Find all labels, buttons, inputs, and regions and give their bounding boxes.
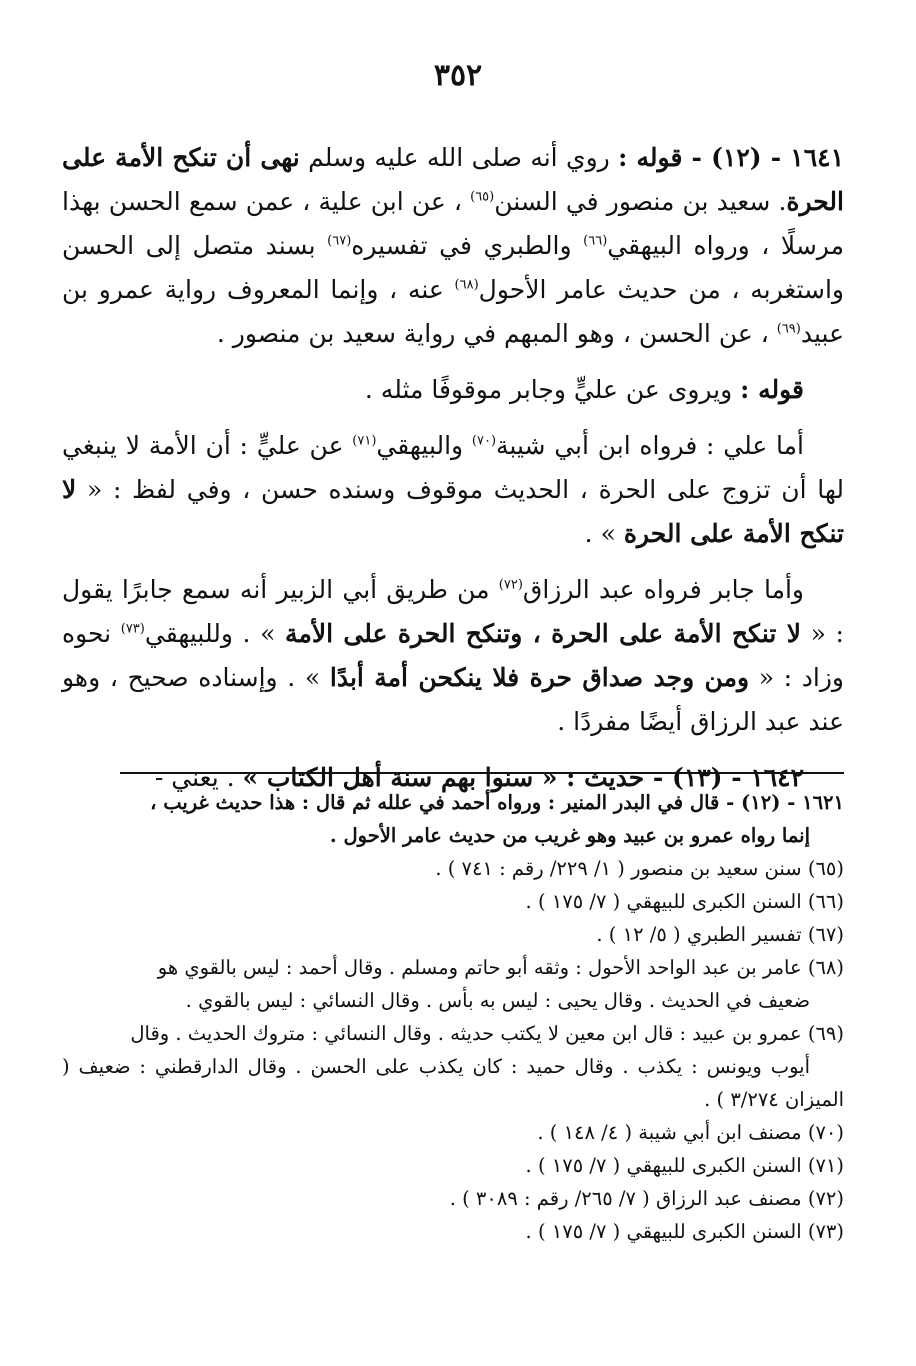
footnote (62, 786, 844, 852)
footnote-text: (٧٣) السنن الكبرى للبيهقي ( ٧/ ١٧٥ ) . (525, 1220, 844, 1243)
footnote-text: (٧٠) مصنف ابن أبي شيبة ( ٤/ ١٤٨ ) . (537, 1121, 844, 1144)
text-run: نحوه وزاد : « (62, 619, 844, 692)
text-run: » . وإسناده صحيح ، وهو عند عبد الرزاق أيضًا مفردًا . (62, 663, 844, 736)
text-run: عن عليٍّ : أن الأمة لا ينبغي لها أن تزوج على الحرة ، الحديث موقوف وسنده حسن ، وفي لفظ : « (62, 431, 844, 504)
footnote (62, 951, 844, 1017)
paragraph (62, 424, 844, 556)
footnote-ref: (٦٦) (583, 233, 608, 249)
text-run: ، عن ابن علية ، عمن سمع الحسن بهذا مرسلًا ، ورواه البيهقي (62, 187, 844, 260)
footnotes (62, 786, 844, 1248)
bold-text: لا تنكح الأمة على الحرة (62, 475, 844, 548)
footnote-text: (٦٥) سنن سعيد بن منصور ( ١/ ٢٢٩/ رقم : ٧٤١ ) . (435, 857, 844, 880)
main-text (62, 136, 844, 800)
bold-text: قوله : (740, 375, 804, 404)
footnote (62, 852, 844, 885)
bold-text: ١٦٤٢ - (١٣) - حديث : « سنوا بهم سنة أهل الكتاب » (242, 763, 804, 792)
footnote (62, 1017, 844, 1116)
footnote-ref: (٧٠) (471, 433, 497, 449)
bold-text: لا تنكح الأمة على الحرة ، وتنكح الحرة على الأمة (285, 619, 802, 648)
footnote-text: ١٦٢١ - (١٢) - قال في البدر المنير : ورواه أحمد في علله ثم قال : هذا حديث غريب ، (150, 791, 844, 814)
paragraph (62, 368, 844, 412)
text-run: وأما جابر فرواه عبد الرزاق (522, 575, 804, 604)
paragraph (62, 568, 844, 744)
text-run: والبيهقي (376, 431, 472, 460)
text-run: بسند متصل إلى الحسن واستغربه ، من حديث عامر الأحول (62, 231, 844, 304)
text-run: والطبري في تفسيره (351, 231, 584, 260)
footnote-text: (٦٨) عامر بن عبد الواحد الأحول : وثقه أبو حاتم ومسلم . وقال أحمد : ليس بالقوي هو (157, 956, 844, 979)
footnote-continuation: أيوب ويونس : يكذب . وقال حميد : كان يكذب على الحسن . وقال الدارقطني : ضعيف ( الميزان ٣/٢٧٤ ) . (62, 1055, 844, 1111)
footnote-text: (٦٩) عمرو بن عبيد : قال ابن معين لا يكتب حديثه . وقال النسائي : متروك الحديث . وقال (130, 1022, 844, 1045)
footnote-continuation: ضعيف في الحديث . وقال يحيى : ليس به بأس . وقال النسائي : ليس بالقوي . (185, 989, 810, 1012)
text-run: روي أنه صلى الله عليه وسلم (299, 143, 619, 172)
text-run: ويروى عن عليٍّ وجابر موقوفًا مثله . (364, 375, 741, 404)
bold-text: ١٦٤١ - (١٢) - قوله : (618, 143, 845, 172)
footnote (62, 1182, 844, 1215)
footnote-text: (٧١) السنن الكبرى للبيهقي ( ٧/ ١٧٥ ) . (525, 1154, 844, 1177)
footnote-ref: (٦٩) (776, 321, 801, 337)
footnote-divider (120, 772, 844, 774)
footnote-ref: (٧٣) (120, 621, 145, 637)
text-run: » . (584, 519, 624, 548)
text-run: . يعني - (154, 763, 243, 792)
text-run: من طريق أبي الزبير أنه سمع جابرًا يقول : « (62, 575, 844, 648)
footnote-ref: (٧٢) (498, 577, 523, 593)
footnote-ref: (٦٨) (454, 277, 479, 293)
footnote-continuation: إنما رواه عمرو بن عبيد وهو غريب من حديث عامر الأحول . (329, 824, 810, 847)
footnote-ref: (٧١) (352, 433, 377, 449)
footnote (62, 1116, 844, 1149)
footnote-ref: (٦٥) (470, 189, 495, 205)
footnote-text: (٦٦) السنن الكبرى للبيهقي ( ٧/ ١٧٥ ) . (525, 890, 844, 913)
text-run: أما علي : فرواه ابن أبي شيبة (496, 431, 804, 460)
text-run: . سعيد بن منصور في السنن (494, 187, 787, 216)
footnote (62, 918, 844, 951)
footnote (62, 1215, 844, 1248)
text-run: عنه ، وإنما المعروف رواية عمرو بن عبيد (62, 275, 844, 348)
footnote-text: (٧٢) مصنف عبد الرزاق ( ٧/ ٢٦٥/ رقم : ٣٠٨٩ ) . (449, 1187, 844, 1210)
footnote (62, 1149, 844, 1182)
bold-text: ومن وجد صداق حرة فلا ينكحن أمة أبدًا (329, 663, 750, 692)
footnote (62, 885, 844, 918)
bold-text: نهى أن تنكح الأمة على الحرة (62, 143, 844, 216)
paragraph (62, 136, 844, 356)
page-number: ٣٥٢ (433, 58, 483, 93)
text-run: » . وللبيهقي (144, 619, 286, 648)
footnote-ref: (٦٧) (327, 233, 352, 249)
footnote-text: (٦٧) تفسير الطبري ( ٥/ ١٢ ) . (596, 923, 844, 946)
text-run: ، عن الحسن ، وهو المبهم في رواية سعيد بن منصور . (216, 319, 777, 348)
